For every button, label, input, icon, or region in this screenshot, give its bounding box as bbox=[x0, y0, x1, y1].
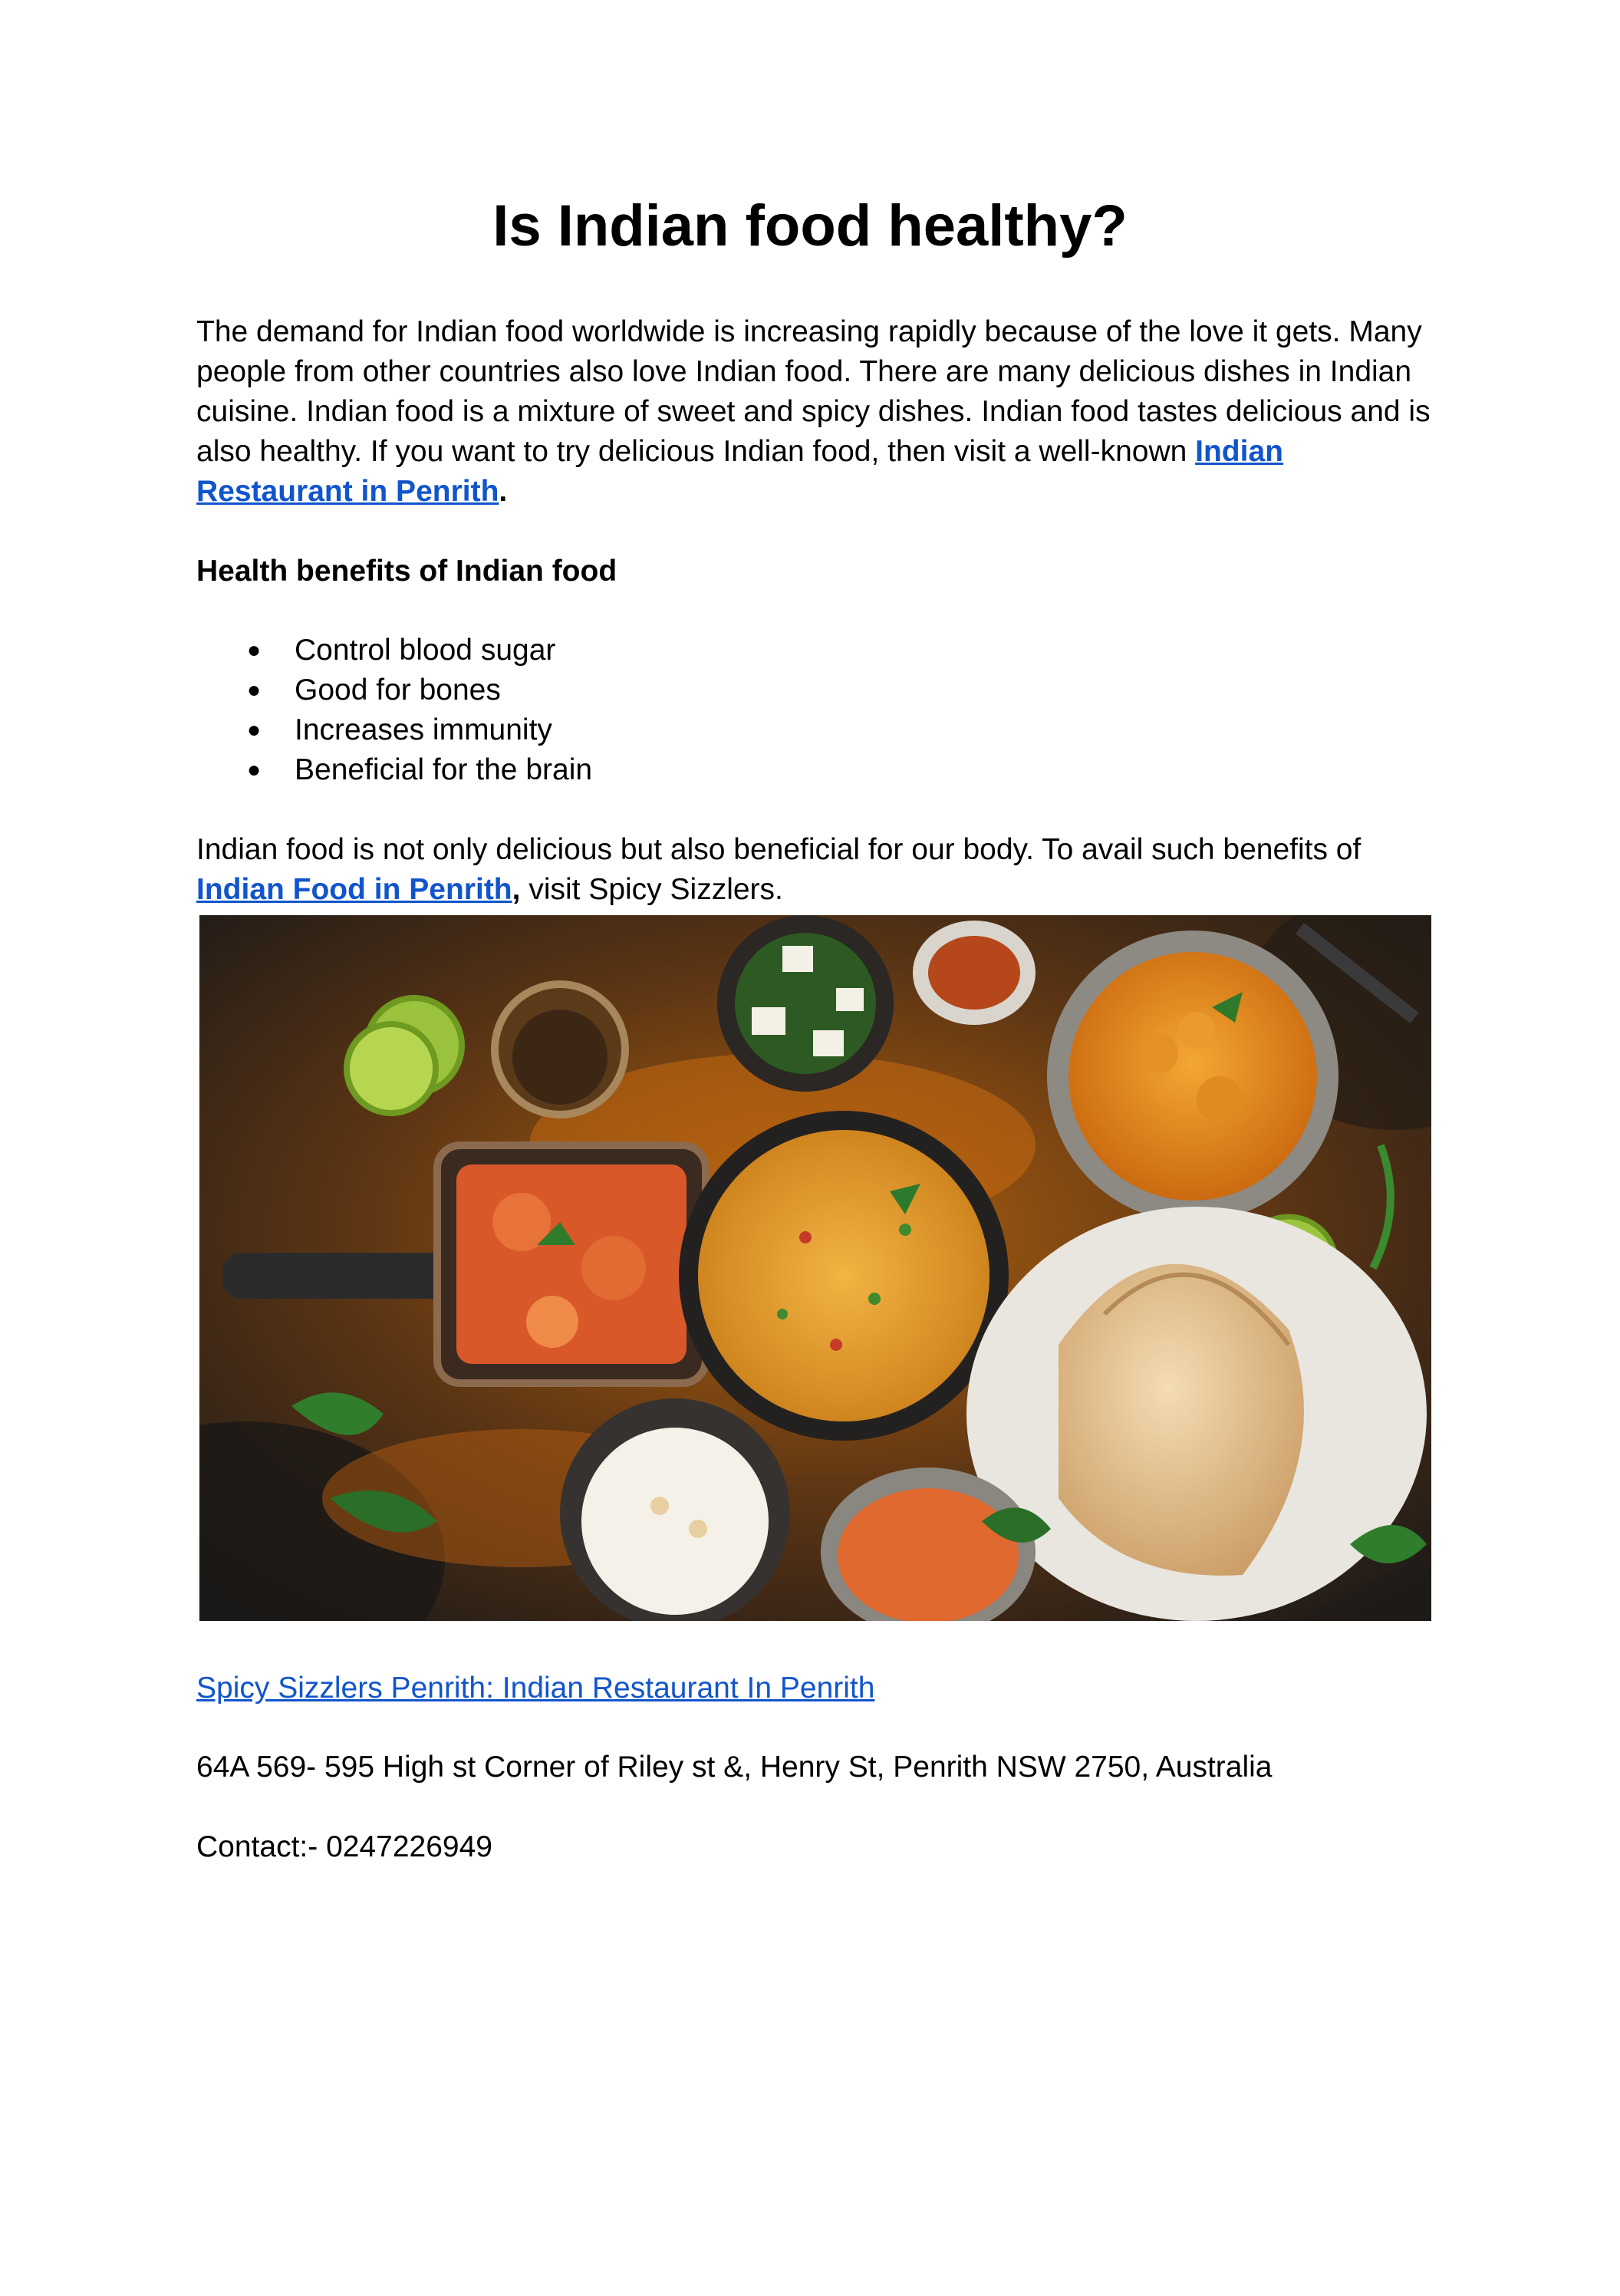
page-title: Is Indian food healthy? bbox=[492, 193, 1128, 259]
closing-text: Indian food is not only delicious but also beneficial for our body. To avail such benefits of bbox=[196, 833, 1362, 866]
list-item bbox=[196, 750, 592, 790]
list-item-label: Increases immunity bbox=[295, 713, 552, 746]
indian-restaurant-penrith-link[interactable]: Indian Restaurant in Penrith bbox=[196, 435, 1283, 508]
spicy-sizzlers-penrith-link[interactable]: Spicy Sizzlers Penrith: Indian Restaurant In Penrith bbox=[196, 1672, 875, 1705]
address: 64A 569- 595 High st Corner of Riley st &, Henry St, Penrith NSW 2750, Australia bbox=[196, 1751, 1273, 1784]
bullet-icon: ● bbox=[247, 677, 262, 703]
benefits-list bbox=[196, 631, 592, 790]
indian-food-penrith-link[interactable]: Indian Food in Penrith bbox=[196, 873, 512, 906]
food-spread-illustration bbox=[199, 915, 1431, 1621]
contact-number: Contact:- 0247226949 bbox=[196, 1830, 492, 1863]
list-item bbox=[196, 670, 592, 710]
list-item-label: Good for bones bbox=[295, 674, 501, 707]
benefits-heading: Health benefits of Indian food bbox=[196, 555, 617, 588]
closing-end: visit Spicy Sizzlers. bbox=[520, 873, 783, 906]
closing-paragraph bbox=[196, 830, 1431, 910]
bullet-icon: ● bbox=[247, 757, 262, 782]
list-item-label: Control blood sugar bbox=[295, 634, 556, 667]
list-item bbox=[196, 710, 592, 750]
bullet-icon: ● bbox=[247, 717, 262, 743]
list-item-label: Beneficial for the brain bbox=[295, 753, 593, 786]
bullet-icon: ● bbox=[247, 637, 262, 663]
closing-comma: , bbox=[512, 873, 521, 906]
intro-text: The demand for Indian food worldwide is increasing rapidly because of the love it gets. Many people from other countries also love Indian food. There are many delicious dishes in Indian cuisine. Indian food is a mixture of sweet and spicy dishes. Indian food tastes delicious and is also healthy. If you want to try delicious Indian food, then visit a well-known bbox=[196, 315, 1431, 468]
list-item bbox=[196, 631, 592, 670]
indian-food-photo bbox=[199, 915, 1431, 1621]
intro-end: . bbox=[499, 475, 508, 508]
intro-paragraph bbox=[196, 312, 1431, 512]
